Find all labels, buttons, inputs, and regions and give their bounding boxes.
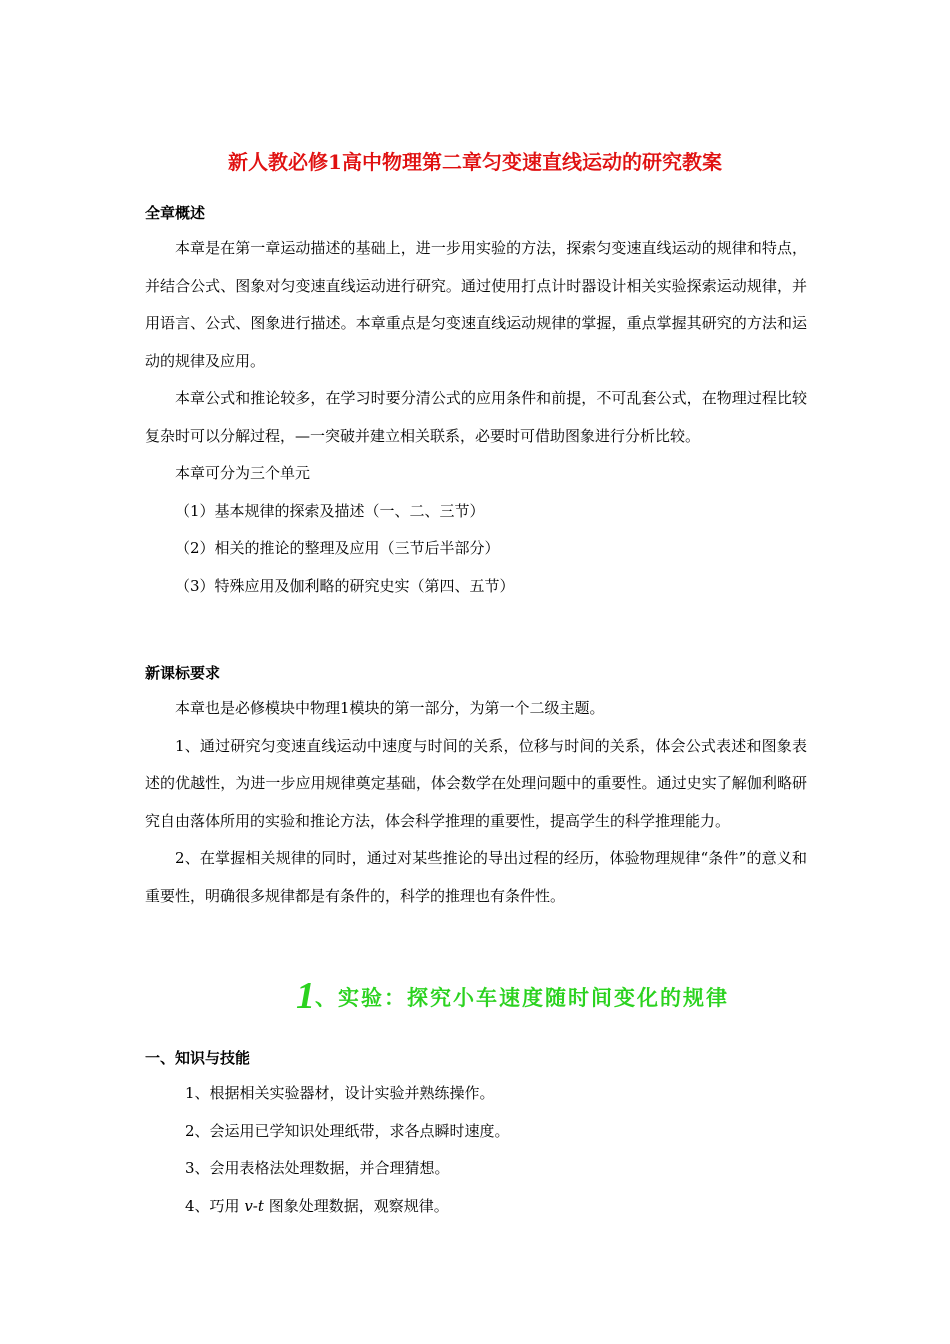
skill-item-4-variable: v-t xyxy=(244,1196,264,1215)
standards-section xyxy=(145,656,807,915)
standards-paragraph-2: 2、在掌握相关规律的同时，通过对某些推论的导出过程的经历，体验物理规律“条件”的意义和重要性，明确很多规律都是有条件的，科学的推理也有条件性。 xyxy=(145,849,807,905)
lesson-1-title xyxy=(296,972,729,1022)
skill-item-4-suffix: 图象处理数据，观察规律。 xyxy=(268,1196,449,1215)
document-title: 新人教必修1高中物理第二章匀变速直线运动的研究教案 xyxy=(228,150,722,174)
overview-heading: 全章概述 xyxy=(145,204,206,222)
unit-item-2: （2）相关的推论的整理及应用（三节后半部分） xyxy=(175,539,500,557)
skill-item-2: 2、会运用已学知识处理纸带，求各点瞬时速度。 xyxy=(185,1121,510,1140)
skill-item-3: 3、会用表格法处理数据，并合理猜想。 xyxy=(185,1159,450,1177)
overview-paragraph-1: 本章是在第一章运动描述的基础上，进一步用实验的方法，探索匀变速直线运动的规律和特点，并结合公式、图象对匀变速直线运动进行研究。通过使用打点计时器设计相关实验探索运动规律，并用语言、公式、图象进行描述。本章重点是匀变速直线运动规律的掌握，重点掌握其研究的方法和运动的规律及应用。 xyxy=(145,239,807,370)
skill-item-4-prefix: 4、巧用 xyxy=(185,1196,240,1215)
units-intro: 本章可分为三个单元 xyxy=(175,464,311,482)
unit-item-1: （1）基本规律的探索及描述（一、二、三节） xyxy=(175,501,485,520)
skill-item-4 xyxy=(145,1188,807,1226)
lesson-1-number: 1 xyxy=(296,975,315,1017)
knowledge-skills-section xyxy=(145,1041,807,1225)
unit-item-3: （3）特殊应用及伽利略的研究史实（第四、五节） xyxy=(175,576,515,595)
standards-intro: 本章也是必修模块中物理1模块的第一部分，为第一个二级主题。 xyxy=(175,699,605,717)
overview-section xyxy=(145,196,807,605)
lesson-1-title-text: 、实验：探究小车速度随时间变化的规律 xyxy=(315,985,729,1010)
knowledge-skills-heading: 一、知识与技能 xyxy=(145,1049,251,1067)
overview-paragraph-2: 本章公式和推论较多，在学习时要分清公式的应用条件和前提，不可乱套公式，在物理过程比较复杂时可以分解过程，—一突破并建立相关联系，必要时可借助图象进行分析比较。 xyxy=(145,389,807,445)
standards-heading: 新课标要求 xyxy=(145,664,221,682)
standards-paragraph-1: 1、通过研究匀变速直线运动中速度与时间的关系，位移与时间的关系，体会公式表述和图象表述的优越性，为进一步应用规律奠定基础，体会数学在处理问题中的重要性。通过史实了解伽利略研究自由落体所用的实验和推论方法，体会科学推理的重要性，提高学生的科学推理能力。 xyxy=(145,736,807,830)
skill-item-1: 1、根据相关实验器材，设计实验并熟练操作。 xyxy=(185,1084,495,1102)
